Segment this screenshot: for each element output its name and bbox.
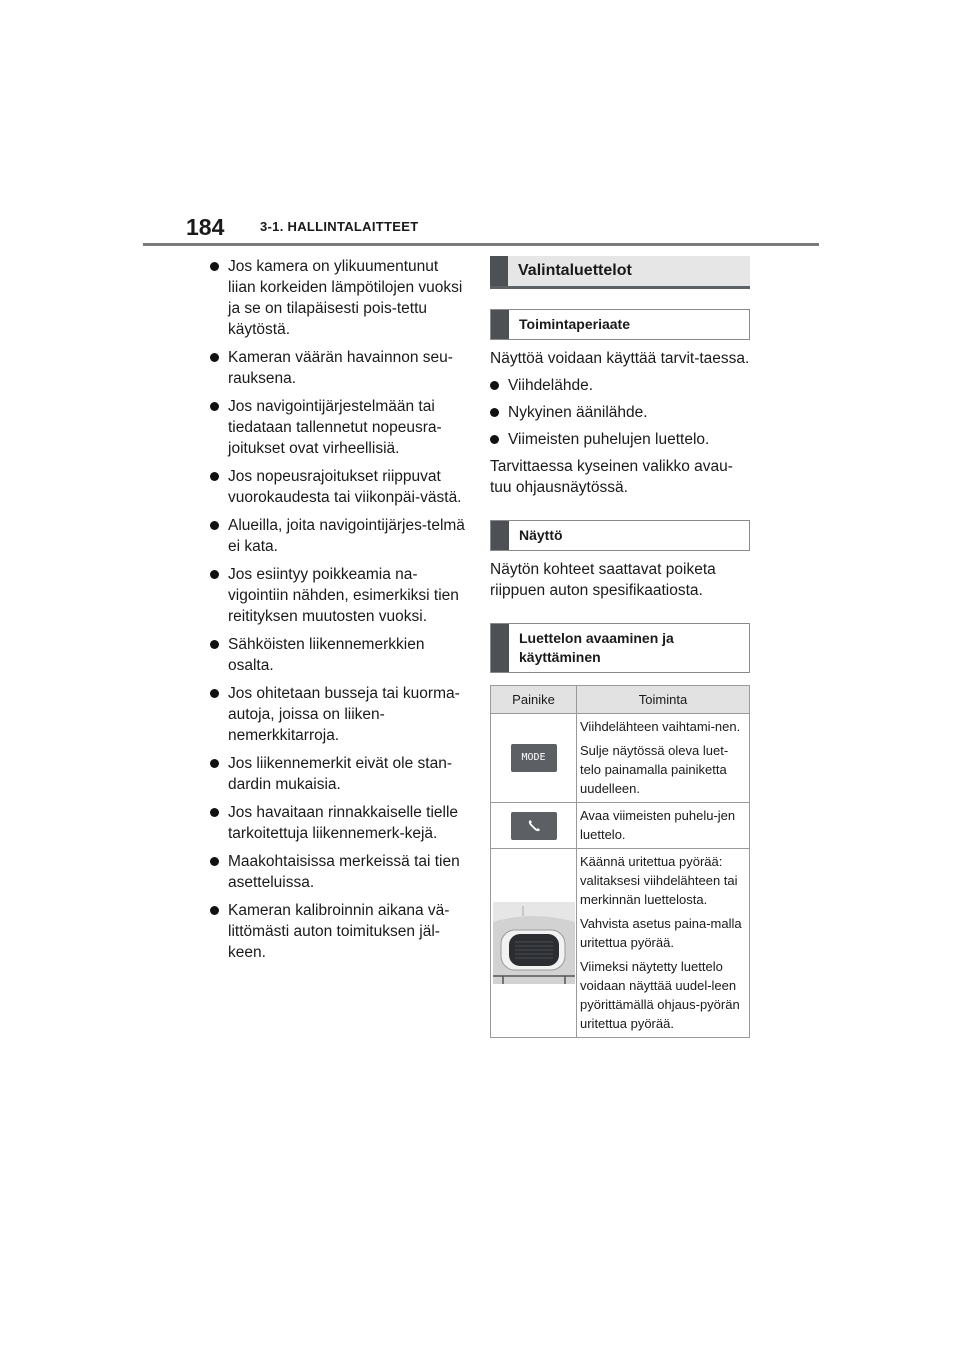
list-item: Jos navigointijärjestelmään tai tiedataan tallennetut nopeusra-joitukset ovat virheellisiä. (210, 396, 470, 459)
table-row (491, 714, 750, 803)
section-title: 3-1. HALLINTALAITTEET (260, 219, 419, 234)
paragraph: Näyttöä voidaan käyttää tarvit-taessa. (490, 350, 750, 367)
bullet-icon (210, 759, 219, 768)
phone-button-icon (511, 812, 557, 840)
table-header-row (491, 686, 750, 714)
paragraph: Tarvittaessa kyseinen valikko avau-tuu ohjausnäytössä. (490, 458, 733, 496)
list-item: Sähköisten liikennemerkkien osalta. (210, 634, 470, 676)
function-table (490, 685, 750, 1038)
heading-bar (491, 624, 509, 672)
subsection-heading: Luettelon avaaminen ja käyttäminen (490, 623, 750, 673)
heading-bar (491, 521, 509, 550)
list-item: Jos liikennemerkit eivät ole stan-dardin mukaisia. (210, 753, 470, 795)
column-header: Painike (491, 686, 577, 714)
list-item: Jos ohitetaan busseja tai kuorma-autoja, joissa on liiken-nemerkkitarroja. (210, 683, 470, 746)
table-row (491, 803, 750, 849)
subsection-heading: Näyttö (490, 520, 750, 551)
list-item: Jos esiintyy poikkeamia na-vigointiin nähden, esimerkiksi tien reitityksen muutosten vuoksi. (210, 564, 470, 627)
function-cell: Käännä uritettua pyörää: valitaksesi viihdelähteen tai merkinnän luettelosta. Vahvista asetus paina-malla uritettua pyörää. Viimeksi näytetty luettelo voidaan näyttää uudel-leen pyörittämällä ohjaus-pyörän uritettua pyörää. (577, 849, 750, 1038)
button-cell (491, 849, 577, 1038)
left-column (210, 256, 470, 970)
bullet-icon (490, 381, 499, 390)
list-item: Maakohtaisissa merkeissä tai tien asetteluissa. (210, 851, 470, 893)
bullet-icon (210, 857, 219, 866)
bullet-icon (210, 689, 219, 698)
list-item: Nykyinen äänilähde. (490, 402, 750, 423)
function-cell: Avaa viimeisten puhelu-jen luettelo. (577, 803, 750, 849)
button-cell (491, 803, 577, 849)
bullet-icon (210, 640, 219, 649)
table-row (491, 849, 750, 1038)
heading-bar (491, 310, 509, 339)
paragraph: Näytön kohteet saattavat poiketa riippuen auton spesifikaatiosta. (490, 561, 716, 599)
header-divider (143, 243, 819, 246)
column-header: Toiminta (577, 686, 750, 714)
list-item: Kameran väärän havainnon seu-rauksena. (210, 347, 470, 389)
function-cell: Viihdelähteen vaihtami-nen. Sulje näytössä oleva luet-telo painamalla painiketta uudelleen. (577, 714, 750, 803)
bullet-icon (210, 570, 219, 579)
list-item: Kameran kalibroinnin aikana vä-littömästi auton toimituksen jäl-keen. (210, 900, 470, 963)
list-item: Viimeisten puhelujen luettelo. (490, 429, 750, 450)
bullet-icon (210, 808, 219, 817)
list-item: Jos nopeusrajoitukset riippuvat vuorokaudesta tai viikonpäi-västä. (210, 466, 470, 508)
bullet-icon (210, 521, 219, 530)
list-item: Jos kamera on ylikuumentunut liian korkeiden lämpötilojen vuoksi ja se on tilapäisesti pois-tettu käytöstä. (210, 256, 470, 340)
page-number: 184 (186, 214, 225, 240)
subsection-heading: Toimintaperiaate (490, 309, 750, 340)
list-item: Viihdelähde. (490, 375, 750, 396)
button-cell (491, 714, 577, 803)
heading-bar (490, 256, 508, 286)
bullet-icon (210, 353, 219, 362)
bullet-icon (490, 435, 499, 444)
section-heading: Valintaluettelot (490, 256, 750, 289)
bullet-icon (210, 262, 219, 271)
bullet-icon (210, 402, 219, 411)
right-column (490, 256, 750, 1038)
mode-button-icon: MODE (511, 744, 557, 772)
bullet-icon (490, 408, 499, 417)
bullet-icon (210, 906, 219, 915)
list-item: Alueilla, joita navigointijärjes-telmä ei kata. (210, 515, 470, 557)
bullet-icon (210, 472, 219, 481)
list-item: Jos havaitaan rinnakkaiselle tielle tarkoitettuja liikennemerk-kejä. (210, 802, 470, 844)
thumbwheel-icon (493, 902, 575, 984)
